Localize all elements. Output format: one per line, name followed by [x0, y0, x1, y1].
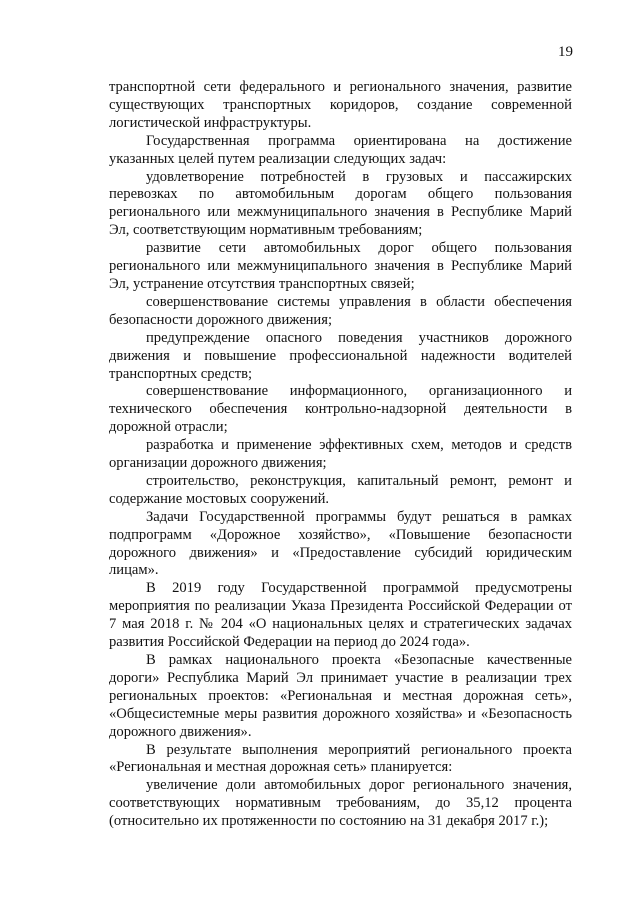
paragraph-program-goals: Государственная программа ориентирована на достижение указанных целей путем реализации следующих задач: [109, 132, 572, 167]
body-text [109, 79, 572, 831]
task-item-road-network: развитие сети автомобильных дорог общего пользования регионального или межмуниципального значения в Республике Марий Эл, устранение отсутствия транспортных связей; [109, 240, 572, 292]
task-item-information-support: совершенствование информационного, организационного и технического обеспечения контрольно-надзорной деятельности в дорожной отрасли; [109, 383, 572, 436]
page-number: 19 [558, 44, 573, 60]
paragraph-presidential-decree: В 2019 году Государственной программой предусмотрены мероприятия по реализации Указа Президента Российской Федерации от 7 мая 2018 г. № 204 «О национальных целях и стратегических задачах развития Российской Федерации на период до 2024 года». [109, 580, 572, 651]
paragraph-national-project: В рамках национального проекта «Безопасные качественные дороги» Республика Марий Эл принимает участие в реализации трех региональных проектов: «Региональная и местная дорожная сеть», «Общесистемные меры развития дорожного хозяйства» и «Безопасность дорожного движения». [109, 652, 572, 740]
task-item-bridges: строительство, реконструкция, капитальный ремонт, ремонт и содержание мостовых сооружений. [109, 472, 572, 507]
task-item-traffic-schemes: разработка и применение эффективных схем, методов и средств организации дорожного движения; [109, 437, 572, 472]
paragraph-regional-project: В результате выполнения мероприятий регионального проекта «Региональная и местная дорожная сеть» планируется: [109, 741, 572, 776]
paragraph-continuation: транспортной сети федерального и регионального значения, развитие существующих транспортных коридоров, создание современной логистической инфраструктуры. [109, 79, 572, 131]
task-item-safety-management: совершенствование системы управления в области обеспечения безопасности дорожного движения; [109, 293, 572, 328]
paragraph-subprograms: Задачи Государственной программы будут решаться в рамках подпрограмм «Дорожное хозяйство», «Повышение безопасности дорожного движения» и «Предоставление субсидий юридическим лицам». [109, 508, 572, 579]
task-item-transport-needs: удовлетворение потребностей в грузовых и пассажирских перевозках по автомобильным дорогам общего пользования регионального или межмуниципального значения в Республике Марий Эл, соответствующим нормативным требованиям; [109, 168, 572, 239]
item-road-share-increase: увеличение доли автомобильных дорог регионального значения, соответствующих нормативным требованиям, до 35,12 процента (относительно их протяженности по состоянию на 31 декабря 2017 г.); [109, 777, 572, 830]
task-item-driver-behavior: предупреждение опасного поведения участников дорожного движения и повышение профессиональной надежности водителей транспортных средств; [109, 329, 572, 382]
